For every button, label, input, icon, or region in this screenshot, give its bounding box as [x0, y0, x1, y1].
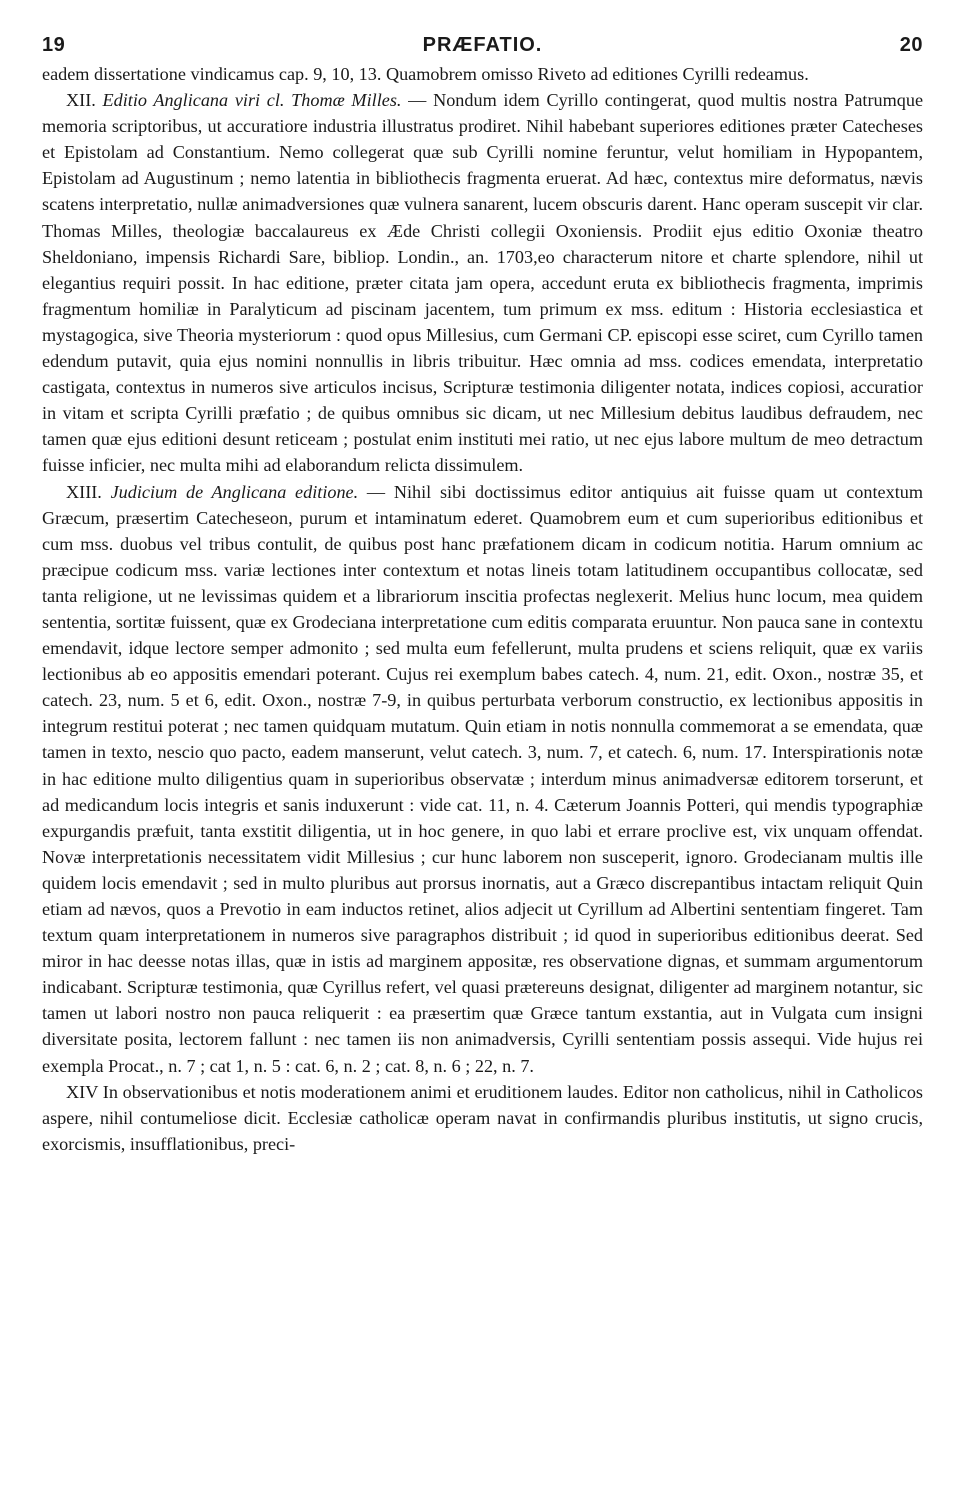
section-xiii [42, 479, 923, 1079]
section-text: — Nondum idem Cyrillo contingerat, quod multis nostra Patrumque memoria scriptoribus, ut accuratiore industria illustratus prodiret. Nihil habebant superiores editiones præter Catecheses et Epistolam ad Constantium. Nemo collegerat quæ sub Cyrilli nomine feruntur, velut homiliam in Hypopantem, Epistolam ad Augustinum ; nemo latentia in bibliothecis fragmenta eruerat. Ad hæc, contextus mire deformatus, nævis scatens interpretatio, nullæ animadversiones quæ vulnera sanarent, lucem obscuris darent. Hanc operam suscepit vir clar. Thomas Milles, theologiæ baccalaureus ex Æde Christi collegii Oxoniensis. Prodiit ejus editio Oxoniæ theatro Sheldoniano, impensis Richardi Sare, bibliop. Londin., an. 1703,eo characterum nitore et charte splendore, nihil ut elegantius requiri possit. In hac editione, præter citata jam opera, accedunt eruta ex bibliothecis fragmenta, imprimis fragmentum homiliæ in Paralyticum ad piscinam jacentem, tum primum ex mss. editum : Historia ecclesiastica et mystagogica, sive Theoria mysteriorum : quod opus Millesius, cum Germani CP. episcopi esse sciret, cum Cyrillo tamen edendum putavit, quia ejus nomini nonnullis in libris tribuitur. Hæc omnia ad mss. codices emendata, interpretatio castigata, contextus in numeros sive articulos incisus, Scripturæ testimonia diligenter notata, indices copiosi, accuratior in vitam et scripta Cyrilli præfatio ; de quibus omnibus sic dicam, ut nec Millesium debitus laudibus defraudem, nec tamen quæ ejus editioni desunt reticeam ; postulat enim instituti mei ratio, ut nec ejus labore multum de meo detractum fuisse inficier, nec multa mihi ad elaborandum relicta dissimulem. [42, 90, 924, 476]
body-text [42, 61, 923, 1157]
running-header [42, 34, 923, 57]
section-text: — Nihil sibi doctissimus editor antiquius ait fuisse quam ut contextum Græcum, præsertim Catecheseon, purum et intaminatum ederet. Quamobrem eum et cum superioribus editionibus et cum mss. duobus vel tribus contulit, de quibus post hanc præfationem dicam in codicum notitia. Harum omnium ac præcipue codicum mss. variæ lectiones inter contextum et notas lineis totam latitudinem occupantibus collocatæ, sed tanta religione, ut ne levissimas quidem et a librariorum inscitia profectas neglexerit. Melius hunc locum, mea quidem sententia, sortitæ fuissent, quæ ex Grodeciana interpretatione cum editis comparata eruuntur. Non pauca sane in contextu emendavit, idque lectore semper admonito ; sed multa eum fefellerunt, multa prudens et sciens reliquit, quæ ex variis lectionibus ab eo appositis emendari poterant. Cujus rei exemplum babes catech. 4, num. 21, edit. Oxon., nostræ 35, et catech. 23, num. 5 et 6, edit. Oxon., nostræ 7-9, in quibus perturbata verborum constructio, ex lectionibus appositis in integrum restitui poterat ; nec tamen quidquam mutatum. Quin etiam in notis nonnulla commemorat a se emendata, quæ tamen in texto, nescio quo pacto, eadem manserunt, velut catech. 3, num. 7, et catech. 6, num. 17. Interspirationis notæ in hac editione multo diligentius quam in superioribus observatæ ; interdum minus animadversæ editorem torserunt, et ad medicandum locis integris et sanis induxerunt : vide cat. 11, n. 4. Cæterum Joannis Potteri, qui mendis typographiæ expurgandis præfuit, tanta exstitit diligentia, ut in hoc genere, in quo labi et errare proclive est, vix unquam offendat. Novæ interpretationis necessitatem vidit Millesius ; cur hunc laborem non susceperit, ignoro. Grodecianam multis ille quidem locis emendavit ; sed in multo pluribus aut prorsus inornatis, aut a Græco discrepantibus intactam reliquit Quin etiam ad nævos, quos a Prevotio in eam inductos retinet, alios adjecit ut Cyrillum ad Albertini sententiam fingeret. Tam textum quam interpretationem in numeros sive paragraphos distribuit ; id quod in superioribus editionibus deerat. Sed miror in hac deesse notas illas, quæ in istis ad marginem appositæ, res observatione dignas, et summam argumentorum indicabant. Scripturæ testimonia, quæ Cyrillus refert, vel quasi prætereuns designat, diligenter ad marginem notantur, sic tamen ut labori nostro non pauca reliquerit : ea præsertim quæ Græce tantum exstantia, aut in Vulgata cum insigni diversitate posita, lectorem fallunt : nec tamen iis non animadversis, Cyrilli sententiam possis assequi. Vide hujus rei exempla Procat., n. 7 ; cat 1, n. 5 : cat. 6, n. 2 ; cat. 8, n. 6 ; 22, n. 7. [42, 481, 924, 1076]
section-number: XII. [66, 90, 96, 111]
paragraph-continuation [42, 61, 923, 87]
section-heading: Editio Anglicana viri cl. Thomæ Milles. [102, 90, 402, 111]
page-number-right: 20 [899, 34, 923, 56]
running-title: PRÆFATIO. [422, 34, 543, 56]
section-text: In observationibus et notis moderationem animi et eruditionem laudes. Editor non catholicus, nihil in Catholicos aspere, nihil contumeliose dicit. Ecclesiæ catholicæ operam navat in confirmandis pluribus institutis, ut signo crucis, exorcismis, insufflationibus, preci- [42, 1081, 924, 1154]
section-heading: Judicium de Anglicana editione. [110, 481, 359, 502]
page-number-left: 19 [42, 34, 66, 56]
section-xii [42, 87, 923, 478]
paragraph-text: eadem dissertatione vindicamus cap. 9, 10, 13. Quamobrem omisso Riveto ad editiones Cyrilli redeamus. [42, 64, 809, 84]
section-xiv [42, 1079, 923, 1157]
section-number: XIV [66, 1081, 98, 1102]
section-number: XIII. [66, 481, 102, 502]
